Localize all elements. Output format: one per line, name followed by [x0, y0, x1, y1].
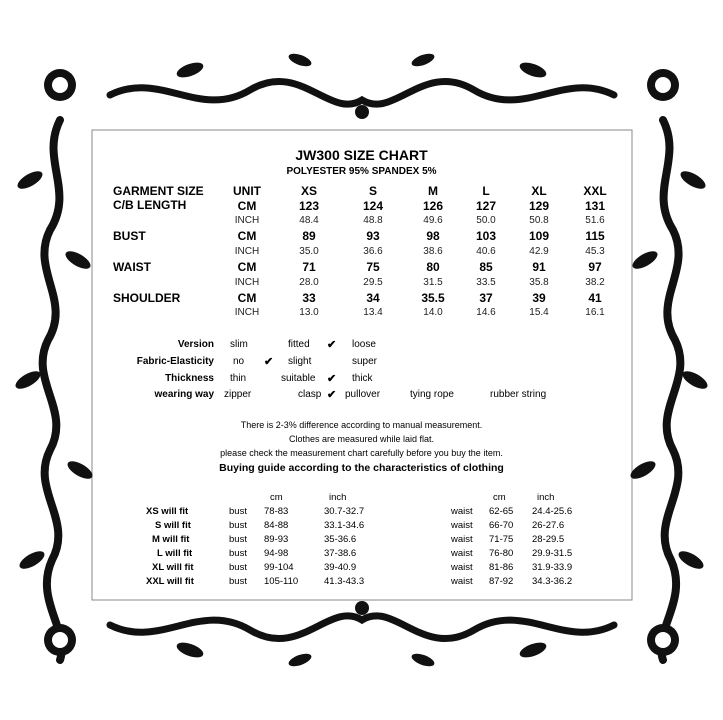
guide-waist-inch: 29.9-31.5	[532, 548, 573, 559]
guide-bust-cm: 94-98	[264, 548, 289, 559]
option-rubber-string: rubber string	[490, 389, 547, 400]
inch-value: 33.5	[476, 277, 496, 288]
option-suitable: suitable	[281, 373, 316, 384]
note-line: Clothes are measured while laid flat.	[288, 434, 435, 444]
guide-bust-label: bust	[229, 534, 247, 545]
cm-value: 39	[532, 291, 546, 305]
inch-value: 48.8	[363, 215, 383, 226]
inch-value: 29.5	[363, 277, 383, 288]
guide-bust-inch: 39-40.9	[324, 562, 357, 573]
option-thin: thin	[230, 373, 247, 384]
guide-bust-inch: 35-36.6	[324, 534, 357, 545]
inch-value: 36.6	[363, 246, 383, 257]
guide-bust-inch: 37-38.6	[324, 548, 357, 559]
cm-value: 80	[426, 260, 440, 274]
guide-waist-inch: 34.3-36.2	[532, 576, 573, 587]
guide-waist-label: waist	[451, 548, 473, 559]
guide-size: M will fit	[152, 534, 190, 545]
inch-value: 51.6	[585, 215, 605, 226]
guide-waist-label: waist	[451, 506, 473, 517]
cm-value: 41	[588, 291, 602, 305]
inch-value: 13.0	[299, 307, 319, 318]
property-label-fabric-elasticity: Fabric-Elasticity	[136, 356, 214, 367]
unit-cm: CM	[237, 260, 257, 274]
size-header-xs: XS	[300, 184, 317, 198]
cm-value: 71	[302, 260, 316, 274]
cm-value: 131	[584, 199, 606, 213]
guide-waist-inch: 24.4-25.6	[532, 506, 573, 517]
option-pullover: pullover	[345, 389, 381, 400]
cm-value: 97	[588, 260, 602, 274]
cm-value: 126	[422, 199, 444, 213]
inch-value: 50.0	[476, 215, 496, 226]
guide-waist-cm: 66-70	[489, 520, 514, 531]
guide-size: L will fit	[157, 548, 193, 559]
unit-inch: INCH	[234, 307, 260, 318]
note-line: please check the measurement chart carefully before you buy the item.	[220, 448, 503, 458]
cm-value: 98	[426, 229, 440, 243]
cm-value: 37	[479, 291, 493, 305]
guide-waist-label: waist	[451, 520, 473, 531]
unit-cm: CM	[237, 229, 257, 243]
guide-bust-inch: 30.7-32.7	[324, 506, 365, 517]
check-icon: ✔	[264, 356, 274, 368]
guide-waist-label: waist	[451, 562, 473, 573]
inch-value: 15.4	[529, 307, 549, 318]
check-icon: ✔	[327, 339, 337, 351]
option-slight: slight	[288, 356, 312, 367]
inch-value: 13.4	[363, 307, 383, 318]
option-thick: thick	[352, 373, 373, 384]
size-header-xl: XL	[531, 184, 547, 198]
guide-bust-inch: 41.3-43.3	[324, 576, 365, 587]
check-icon: ✔	[327, 389, 337, 401]
cm-value: 85	[479, 260, 493, 274]
inch-value: 50.8	[529, 215, 549, 226]
inch-value: 49.6	[423, 215, 443, 226]
cm-value: 115	[585, 229, 605, 243]
guide-waist-cm: 71-75	[489, 534, 514, 545]
cm-value: 93	[366, 229, 380, 243]
inch-value: 45.3	[585, 246, 605, 257]
inch-value: 28.0	[299, 277, 319, 288]
guide-bust-inch: 33.1-34.6	[324, 520, 365, 531]
unit-inch: INCH	[234, 246, 260, 257]
guide-waist-cm: 76-80	[489, 548, 514, 559]
option-zipper: zipper	[224, 389, 252, 400]
property-label-version: Version	[177, 339, 214, 350]
cm-value: 129	[528, 199, 550, 213]
option-loose: loose	[352, 339, 376, 350]
buying-guide-title: Buying guide according to the characteristics of clothing	[219, 462, 504, 474]
option-clasp: clasp	[298, 389, 322, 400]
guide-bust-label: bust	[229, 548, 247, 559]
inch-value: 14.6	[476, 307, 496, 318]
guide-bust-cm: 105-110	[264, 576, 299, 587]
cm-value: 89	[302, 229, 316, 243]
property-label-thickness: Thickness	[165, 373, 214, 384]
row-label-shoulder: SHOULDER	[113, 291, 181, 305]
garment-size-header: GARMENT SIZE	[113, 184, 204, 198]
size-header-m: M	[428, 184, 438, 198]
row-label-cb-length: C/B LENGTH	[113, 198, 187, 212]
inch-value: 48.4	[299, 215, 319, 226]
guide-cm-header: cm	[270, 492, 283, 503]
cm-value: 34	[366, 291, 380, 305]
cm-value: 123	[298, 199, 320, 213]
inch-value: 38.6	[423, 246, 443, 257]
guide-bust-label: bust	[229, 506, 247, 517]
inch-value: 16.1	[585, 307, 605, 318]
inch-value: 31.5	[423, 277, 443, 288]
size-header-xxl: XXL	[583, 184, 607, 198]
cm-value: 91	[532, 260, 546, 274]
row-label-bust: BUST	[113, 229, 146, 243]
cm-value: 75	[366, 260, 380, 274]
guide-bust-label: bust	[229, 520, 247, 531]
property-label-wearing-way: wearing way	[154, 389, 214, 400]
guide-waist-inch: 28-29.5	[532, 534, 565, 545]
guide-waist-inch: 26-27.6	[532, 520, 565, 531]
option-fitted: fitted	[288, 339, 310, 350]
unit-cm: CM	[237, 291, 257, 305]
guide-size: XXL will fit	[146, 576, 194, 587]
inch-value: 14.0	[423, 307, 443, 318]
guide-waist-cm: 87-92	[489, 576, 514, 587]
guide-bust-cm: 89-93	[264, 534, 289, 545]
guide-waist-cm: 81-86	[489, 562, 514, 573]
option-slim: slim	[230, 339, 248, 350]
guide-waist-label: waist	[451, 576, 473, 587]
row-label-waist: WAIST	[113, 260, 151, 274]
guide-waist-label: waist	[451, 534, 473, 545]
cm-value: 35.5	[421, 291, 445, 305]
check-icon: ✔	[327, 373, 337, 385]
option-no: no	[233, 356, 245, 367]
option-super: super	[352, 356, 378, 367]
cm-value: 124	[362, 199, 384, 213]
cm-value: 109	[528, 229, 550, 243]
inch-value: 38.2	[585, 277, 605, 288]
size-header-l: L	[482, 184, 490, 198]
guide-waist-cm: 62-65	[489, 506, 514, 517]
guide-bust-cm: 99-104	[264, 562, 294, 573]
unit-inch: INCH	[234, 215, 260, 226]
unit-inch: INCH	[234, 277, 260, 288]
guide-size: XL will fit	[152, 562, 194, 573]
guide-bust-cm: 84-88	[264, 520, 289, 531]
cm-value: 33	[302, 291, 316, 305]
inch-value: 35.0	[299, 246, 319, 257]
guide-cm-header: cm	[493, 492, 506, 503]
guide-bust-label: bust	[229, 576, 247, 587]
guide-inch-header: inch	[537, 492, 555, 503]
chart-subtitle: POLYESTER 95% SPANDEX 5%	[286, 166, 437, 177]
size-header-s: S	[368, 184, 377, 198]
cm-value: 127	[475, 199, 497, 213]
chart-title: JW300 SIZE CHART	[295, 147, 428, 163]
option-tying-rope: tying rope	[410, 389, 454, 400]
guide-bust-cm: 78-83	[264, 506, 289, 517]
inch-value: 42.9	[529, 246, 549, 257]
unit-cm: CM	[237, 199, 257, 213]
inch-value: 35.8	[529, 277, 549, 288]
guide-waist-inch: 31.9-33.9	[532, 562, 573, 573]
guide-bust-label: bust	[229, 562, 247, 573]
note-line: There is 2-3% difference according to manual measurement.	[240, 420, 483, 430]
guide-size: S will fit	[155, 520, 191, 531]
cm-value: 103	[475, 229, 497, 243]
inch-value: 40.6	[476, 246, 496, 257]
guide-inch-header: inch	[329, 492, 347, 503]
unit-header: UNIT	[233, 184, 261, 198]
guide-size: XS will fit	[146, 506, 189, 517]
